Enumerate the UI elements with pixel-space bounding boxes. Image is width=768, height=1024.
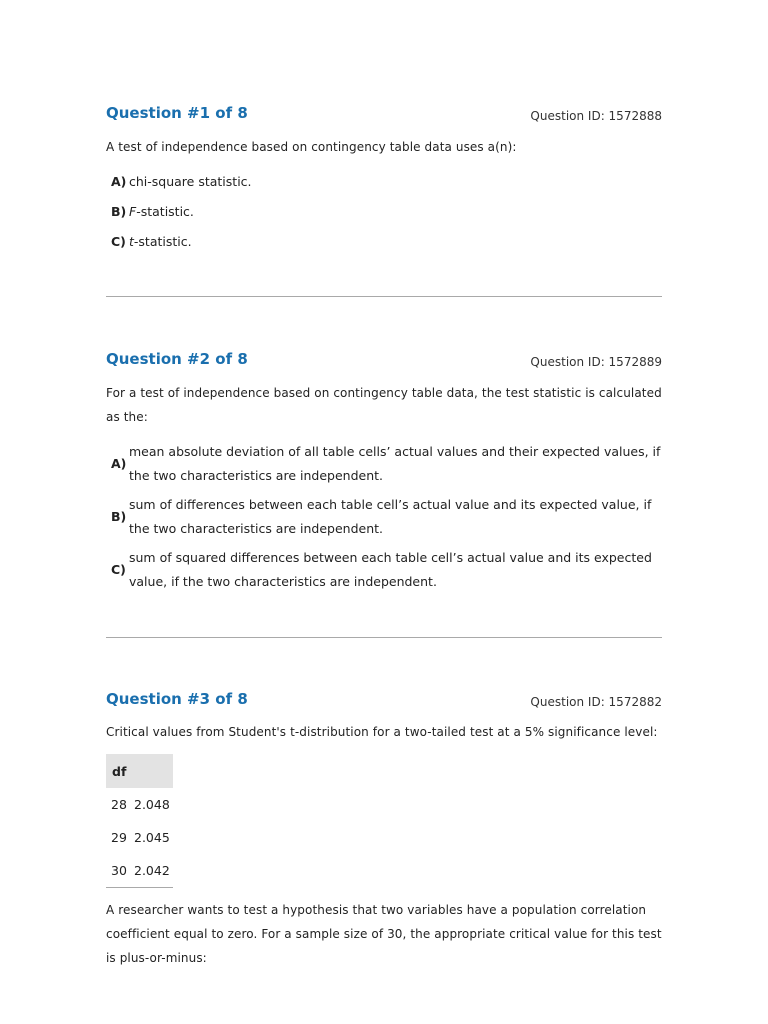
answer-option-a[interactable] [106, 437, 662, 490]
question-id: Question ID: 1572888 [530, 109, 662, 123]
answer-text-wrap [129, 200, 662, 224]
answer-italic: F [129, 204, 137, 219]
question-header [106, 104, 662, 122]
question-title: Question #3 of 8 [106, 690, 248, 708]
question-header [106, 350, 662, 368]
answer-letter: C) [111, 234, 126, 249]
answer-option-b[interactable] [106, 197, 662, 227]
table-cell-df: 30 [106, 854, 129, 888]
question-title: Question #1 of 8 [106, 104, 248, 122]
table-row [106, 854, 173, 888]
answer-letter: C) [111, 561, 126, 577]
table-row [106, 788, 173, 821]
answer-text: sum of differences between each table cell’s actual value and its expected value, if the two characteristics are independent. [129, 496, 652, 536]
question-header [106, 690, 662, 708]
table-cell-value: 2.048 [134, 797, 170, 812]
answer-option-c[interactable] [106, 227, 662, 257]
table-cell-value: 2.045 [134, 830, 170, 845]
question-id: Question ID: 1572889 [530, 355, 662, 369]
answer-text: -statistic. [133, 234, 192, 249]
table-row [106, 821, 173, 854]
question-divider [106, 296, 662, 297]
question-divider [106, 637, 662, 638]
table-cell-df: 28 [111, 797, 127, 812]
question-text: Critical values from Student's t-distribution for a two-tailed test at a 5% significance level: [106, 725, 658, 739]
critical-values-table [106, 754, 173, 888]
answer-text-wrap [129, 230, 662, 254]
question-3 [106, 690, 662, 970]
answer-letter: B) [111, 508, 127, 524]
answer-letter: B) [111, 204, 127, 219]
question-text: A test of independence based on contingency table data uses a(n): [106, 140, 517, 154]
answer-list [106, 437, 662, 596]
answer-text: sum of squared differences between each table cell’s actual value and its expected value, if the two characteristics are independent. [129, 549, 652, 589]
table-cell-df: 29 [111, 830, 127, 845]
answer-italic: t [129, 234, 134, 249]
answer-list [106, 167, 662, 257]
answer-option-a[interactable] [106, 167, 662, 197]
question-title: Question #2 of 8 [106, 350, 248, 368]
answer-letter: A) [111, 174, 127, 189]
answer-option-b[interactable] [106, 490, 662, 543]
table-header-df: df [106, 754, 173, 788]
answer-text: -statistic. [136, 204, 194, 219]
answer-option-c[interactable] [106, 543, 662, 596]
table-cell-value: 2.042 [129, 854, 173, 888]
question-text: For a test of independence based on contingency table data, the test statistic is calculated as the: [106, 386, 662, 424]
answer-letter: A) [111, 455, 127, 471]
question-2 [106, 350, 662, 596]
answer-text: chi-square statistic. [129, 174, 252, 189]
question-id: Question ID: 1572882 [530, 695, 662, 709]
table-header-row [106, 754, 173, 788]
question-1 [106, 104, 662, 257]
question-text-continued: A researcher wants to test a hypothesis that two variables have a population correlation coefficient equal to zero. For a sample size of 30, the appropriate critical value for this test is plus-or-minus: [106, 903, 662, 965]
answer-text: mean absolute deviation of all table cells’ actual values and their expected values, if the two characteristics are independent. [129, 443, 661, 483]
